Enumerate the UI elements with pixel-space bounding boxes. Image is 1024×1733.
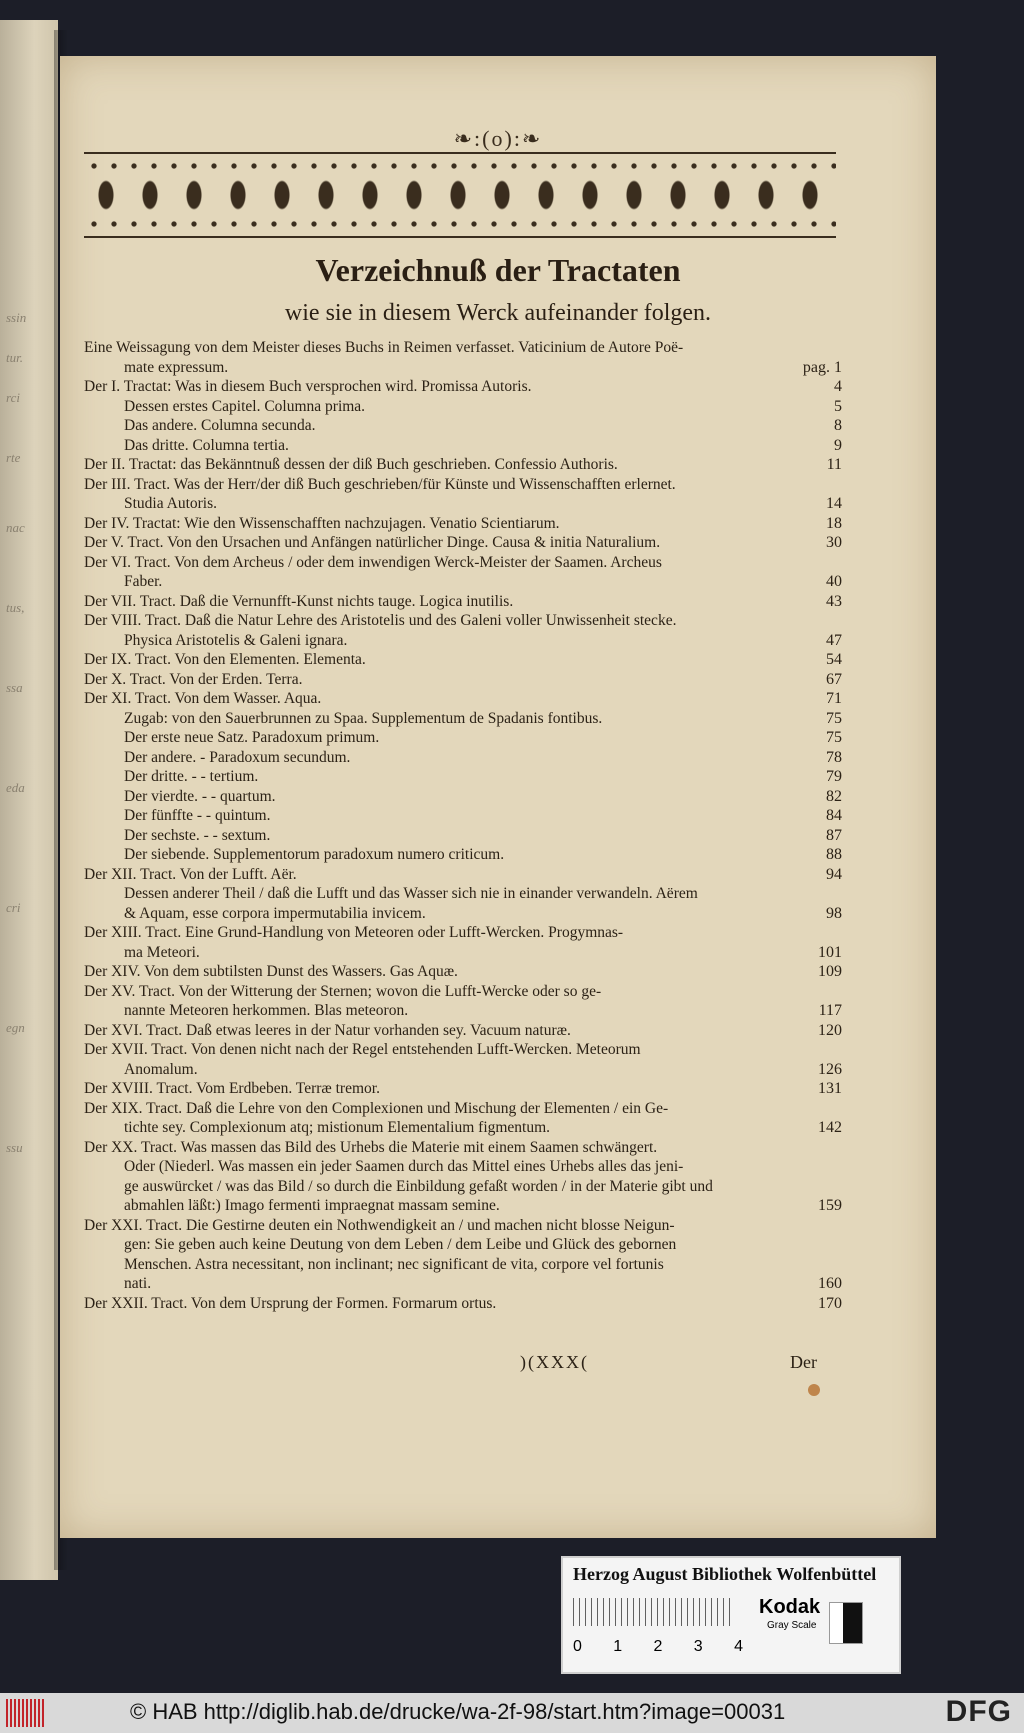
toc-row <box>84 553 842 573</box>
left-page-fragment: egn <box>6 1020 25 1035</box>
toc-page-number: 47 <box>826 631 842 649</box>
toc-row <box>84 1079 842 1099</box>
toc-row <box>84 923 842 943</box>
toc-entry-text: Der IV. Tractat: Wie den Wissenschafften nachzujagen. Venatio Scientiarum. <box>84 514 560 532</box>
color-scale-card <box>561 1556 901 1674</box>
signature-mark: )(XXX( <box>520 1352 589 1372</box>
ruler-number: 1 <box>613 1638 623 1655</box>
toc-entry-text: Der vierdte. - - quartum. <box>124 787 276 805</box>
toc-entry-text: Studia Autoris. <box>124 495 218 512</box>
toc-page-number: 54 <box>826 651 842 668</box>
toc-entry-text: Der andere. - Paradoxum secundum. <box>124 748 351 766</box>
toc-entry-text: Der XVIII. Tract. Vom Erdbeben. Terræ tremor. <box>84 1080 380 1097</box>
toc-page-number: 117 <box>818 1002 842 1019</box>
toc-entry-text: Der XVI. Tract. Daß etwas leeres in der Natur vorhanden sey. Vacuum naturæ. <box>84 1021 571 1039</box>
toc-row <box>84 728 842 748</box>
toc-row <box>84 904 842 924</box>
toc-entry-text: Der sechste. - - sextum. <box>124 826 271 844</box>
toc-row <box>84 1294 842 1314</box>
toc-entry-text: tichte sey. Complexionum atq; mistionum Elementalium figmentum. <box>124 1119 551 1136</box>
toc-page-number: 11 <box>826 456 842 473</box>
toc-row <box>84 572 842 592</box>
toc-entry-text: Der fünffte - - quintum. <box>124 807 271 824</box>
toc-row <box>84 1118 842 1138</box>
toc-entry-text: Der XXII. Tract. Von dem Ursprung der Formen. Formarum ortus. <box>84 1294 497 1312</box>
toc-page-number: 40 <box>826 573 842 590</box>
toc-page-number: 5 <box>834 397 842 415</box>
toc-entry-text: Der XVII. Tract. Von denen nicht nach der Regel entstehenden Lufft-Wercken. Meteorum <box>84 1041 641 1058</box>
left-page-fragment: rte <box>6 450 21 465</box>
toc-entry-text: Das andere. Columna secunda. <box>124 417 316 434</box>
toc-page-number: 30 <box>826 534 842 551</box>
toc-entry-text: Der erste neue Satz. Paradoxum primum. <box>124 729 380 746</box>
toc-page-number: 14 <box>826 495 842 512</box>
toc-entry-text: Physica Aristotelis & Galeni ignara. <box>124 631 348 649</box>
toc-row <box>84 494 842 514</box>
toc-entry-text: Menschen. Astra necessitant, non inclinant; nec significant de vita, corpore vel fortunis <box>124 1255 664 1273</box>
toc-page-number: 101 <box>818 943 842 961</box>
toc-row <box>84 962 842 982</box>
toc-row <box>84 338 842 358</box>
toc-entry-text: Faber. <box>124 573 163 590</box>
toc-entry-text: ge auswürcket / was das Bild / so durch die Einbildung gefaßt worden / in der Materie gibt und <box>124 1177 713 1195</box>
institution-label: Herzog August Bibliothek Wolfenbüttel <box>573 1564 877 1584</box>
ruler-number: 4 <box>734 1638 743 1655</box>
toc-page-number: 4 <box>834 378 842 395</box>
toc-row <box>84 982 842 1002</box>
toc-row <box>84 767 842 787</box>
toc-page-number: 87 <box>826 826 842 844</box>
toc-row <box>84 670 842 690</box>
toc-page-number: pag. 1 <box>802 358 842 376</box>
toc-page-number: 131 <box>818 1080 842 1097</box>
toc-entry-text: nannte Meteoren herkommen. Blas meteoron. <box>124 1002 409 1019</box>
toc-entry-text: ma Meteori. <box>124 943 200 961</box>
ruler-number: 3 <box>693 1638 703 1655</box>
toc-entry-text: Dessen anderer Theil / daß die Lufft und das Wasser sich nie in einander verwandeln. Aërem <box>124 885 698 902</box>
toc-entry-text: Der I. Tractat: Was in diesem Buch versprochen wird. Promissa Autoris. <box>84 378 532 395</box>
toc-row <box>84 865 842 885</box>
toc-page-number: 82 <box>826 787 842 805</box>
stain-spot <box>808 1384 820 1396</box>
toc-page-number: 79 <box>826 768 842 785</box>
toc-entry-text: Der XI. Tract. Von dem Wasser. Aqua. <box>84 690 322 707</box>
toc-page-number: 75 <box>826 709 842 727</box>
dfg-logo: DFG <box>945 1695 1012 1728</box>
toc-entry-text: gen: Sie geben auch keine Deutung von dem Leben / dem Leibe und Glück des gebornen <box>124 1236 677 1253</box>
toc-entry-text: Anomalum. <box>124 1060 198 1078</box>
toc-entry-text: Der XIII. Tract. Eine Grund-Handlung von Meteoren oder Lufft-Wercken. Progymnas- <box>84 924 624 941</box>
ruler-number: 2 <box>653 1638 663 1655</box>
toc-entry-text: Der III. Tract. Was der Herr/der diß Buch geschrieben/für Künste und Wissenschafften erlernet. <box>84 475 676 493</box>
toc-row <box>84 475 842 495</box>
toc-page-number: 98 <box>826 904 842 922</box>
toc-entry-text: Der VII. Tract. Daß die Vernunfft-Kunst nichts tauge. Logica inutilis. <box>84 592 514 610</box>
left-page-fragment: tur. <box>6 350 23 365</box>
toc-row <box>84 689 842 709</box>
toc-row <box>84 416 842 436</box>
gray-scale-label: Gray Scale <box>767 1620 817 1631</box>
toc-page-number: 9 <box>834 436 842 454</box>
toc-entry-text: Der V. Tract. Von den Ursachen und Anfängen natürlicher Dinge. Causa & initia Naturalium. <box>84 534 661 551</box>
toc-row <box>84 1060 842 1080</box>
left-page-fragment: eda <box>6 780 25 795</box>
toc-row <box>84 787 842 807</box>
toc-entry-text: Der X. Tract. Von der Erden. Terra. <box>84 670 303 688</box>
toc-entry-text: Oder (Niederl. Was massen ein jeder Saamen durch das Mittel eines Urhebs alles das jeni- <box>124 1158 684 1175</box>
toc-entry-text: Der XII. Tract. Von der Lufft. Aër. <box>84 865 297 883</box>
toc-entry-text: Zugab: von den Sauerbrunnen zu Spaa. Supplementum de Spadanis fontibus. <box>124 709 603 727</box>
catchword: Der <box>790 1352 817 1372</box>
toc-page-number: 126 <box>818 1060 842 1078</box>
toc-row <box>84 1040 842 1060</box>
toc-row <box>84 436 842 456</box>
toc-row <box>84 1157 842 1177</box>
toc-page-number: 18 <box>826 514 842 532</box>
toc-entry-text: Der XIX. Tract. Daß die Lehre von den Complexionen und Mischung der Elementen / ein Ge- <box>84 1099 669 1117</box>
toc-page-number: 170 <box>818 1294 842 1312</box>
toc-row <box>84 1099 842 1119</box>
toc-entry-text: Der XXI. Tract. Die Gestirne deuten ein Nothwendigkeit an / und machen nicht blosse Neigun- <box>84 1216 675 1234</box>
toc-entry-text: Der VI. Tract. Von dem Archeus / oder dem inwendigen Werck-Meister der Saamen. Archeus <box>84 553 662 571</box>
toc-page-number: 75 <box>826 729 842 746</box>
toc-row <box>84 1274 842 1294</box>
toc-page-number: 84 <box>826 807 842 824</box>
toc-row <box>84 1021 842 1041</box>
toc-entry-text: Der XV. Tract. Von der Witterung der Sternen; wovon die Lufft-Wercke oder so ge- <box>84 982 602 1000</box>
left-page-fragment: tus, <box>6 600 25 615</box>
toc-page-number: 159 <box>818 1197 842 1214</box>
left-page-fragment: ssin <box>6 310 27 325</box>
toc-row <box>84 845 842 865</box>
toc-row <box>84 709 842 729</box>
toc-row <box>84 631 842 651</box>
book-page <box>60 56 936 1538</box>
toc-row <box>84 650 842 670</box>
copyright-link[interactable]: © HAB http://diglib.hab.de/drucke/wa-2f-98/start.htm?image=00031 <box>130 1699 786 1724</box>
toc-row <box>84 806 842 826</box>
kodak-logo: Kodak <box>759 1596 821 1618</box>
footer-bar <box>0 1693 1024 1733</box>
page-subtitle: wie sie in diesem Werck aufeinander folgen. <box>284 300 712 326</box>
toc-entry-text: mate expressum. <box>124 358 229 376</box>
ruler-number: 0 <box>573 1638 582 1655</box>
toc-page-number: 94 <box>826 865 842 883</box>
toc-entry-text: abmahlen läßt:) Imago fermenti impraegnat massam semine. <box>124 1197 500 1214</box>
table-of-contents <box>84 338 842 1313</box>
toc-entry-text: Der VIII. Tract. Daß die Natur Lehre des Aristotelis und des Galeni voller Unwissenheit stecke. <box>84 612 677 629</box>
toc-page-number: 8 <box>834 417 842 434</box>
left-page-edge <box>0 20 58 1580</box>
toc-entry-text: & Aquam, esse corpora impermutabilia invicem. <box>124 904 426 922</box>
toc-row <box>84 514 842 534</box>
toc-page-number: 71 <box>826 690 842 707</box>
toc-row <box>84 748 842 768</box>
toc-entry-text: Der dritte. - - tertium. <box>124 768 259 785</box>
left-page-fragment: cri <box>6 900 21 915</box>
toc-row <box>84 1216 842 1236</box>
toc-row <box>84 455 842 475</box>
page-title: Verzeichnuß der Tractaten <box>315 252 681 288</box>
toc-row <box>84 943 842 963</box>
gray-swatch <box>829 1602 863 1644</box>
toc-row <box>84 592 842 612</box>
toc-entry-text: Der XIV. Von dem subtilsten Dunst des Wassers. Gas Aquæ. <box>84 963 458 980</box>
ruler-numbers <box>573 1638 743 1656</box>
toc-entry-text: Der siebende. Supplementorum paradoxum numero criticum. <box>124 846 505 863</box>
toc-page-number: 88 <box>826 846 842 863</box>
toc-entry-text: Dessen erstes Capitel. Columna prima. <box>124 397 366 415</box>
toc-row <box>84 1177 842 1197</box>
toc-page-number: 120 <box>818 1021 842 1039</box>
toc-entry-text: nati. <box>124 1275 152 1292</box>
toc-row <box>84 611 842 631</box>
toc-page-number: 160 <box>818 1275 842 1292</box>
toc-page-number: 43 <box>826 592 842 610</box>
ruler-scale <box>573 1598 733 1626</box>
toc-entry-text: Der II. Tractat: das Bekänntnuß dessen der diß Buch geschrieben. Confessio Authoris. <box>84 456 618 473</box>
toc-row <box>84 397 842 417</box>
toc-entry-text: Das dritte. Columna tertia. <box>124 436 289 454</box>
toc-page-number: 78 <box>826 748 842 766</box>
toc-page-number: 109 <box>818 963 842 980</box>
left-page-fragment: nac <box>6 520 25 535</box>
left-page-fragment: rci <box>6 390 20 405</box>
toc-page-number: 142 <box>818 1119 842 1136</box>
page-head-mark: ❧:(o):❧ <box>453 126 543 151</box>
toc-entry-text: Der XX. Tract. Was massen das Bild des Urhebs die Materie mit einem Saamen schwängert. <box>84 1138 658 1156</box>
toc-row <box>84 358 842 378</box>
left-page-fragment: ssu <box>6 1140 23 1155</box>
toc-row <box>84 1196 842 1216</box>
toc-page-number: 67 <box>826 670 842 688</box>
barcode-icon <box>6 1699 46 1727</box>
toc-entry-text: Eine Weissagung von dem Meister dieses Buchs in Reimen verfasset. Vaticinium de Autore Poë- <box>84 339 684 356</box>
toc-row <box>84 377 842 397</box>
toc-row <box>84 533 842 553</box>
toc-row <box>84 826 842 846</box>
ornament-band <box>84 152 836 238</box>
toc-row <box>84 1001 842 1021</box>
toc-row <box>84 1235 842 1255</box>
toc-row <box>84 1255 842 1275</box>
toc-entry-text: Der IX. Tract. Von den Elementen. Elementa. <box>84 651 366 668</box>
toc-row <box>84 884 842 904</box>
left-page-fragment: ssa <box>6 680 23 695</box>
toc-row <box>84 1138 842 1158</box>
